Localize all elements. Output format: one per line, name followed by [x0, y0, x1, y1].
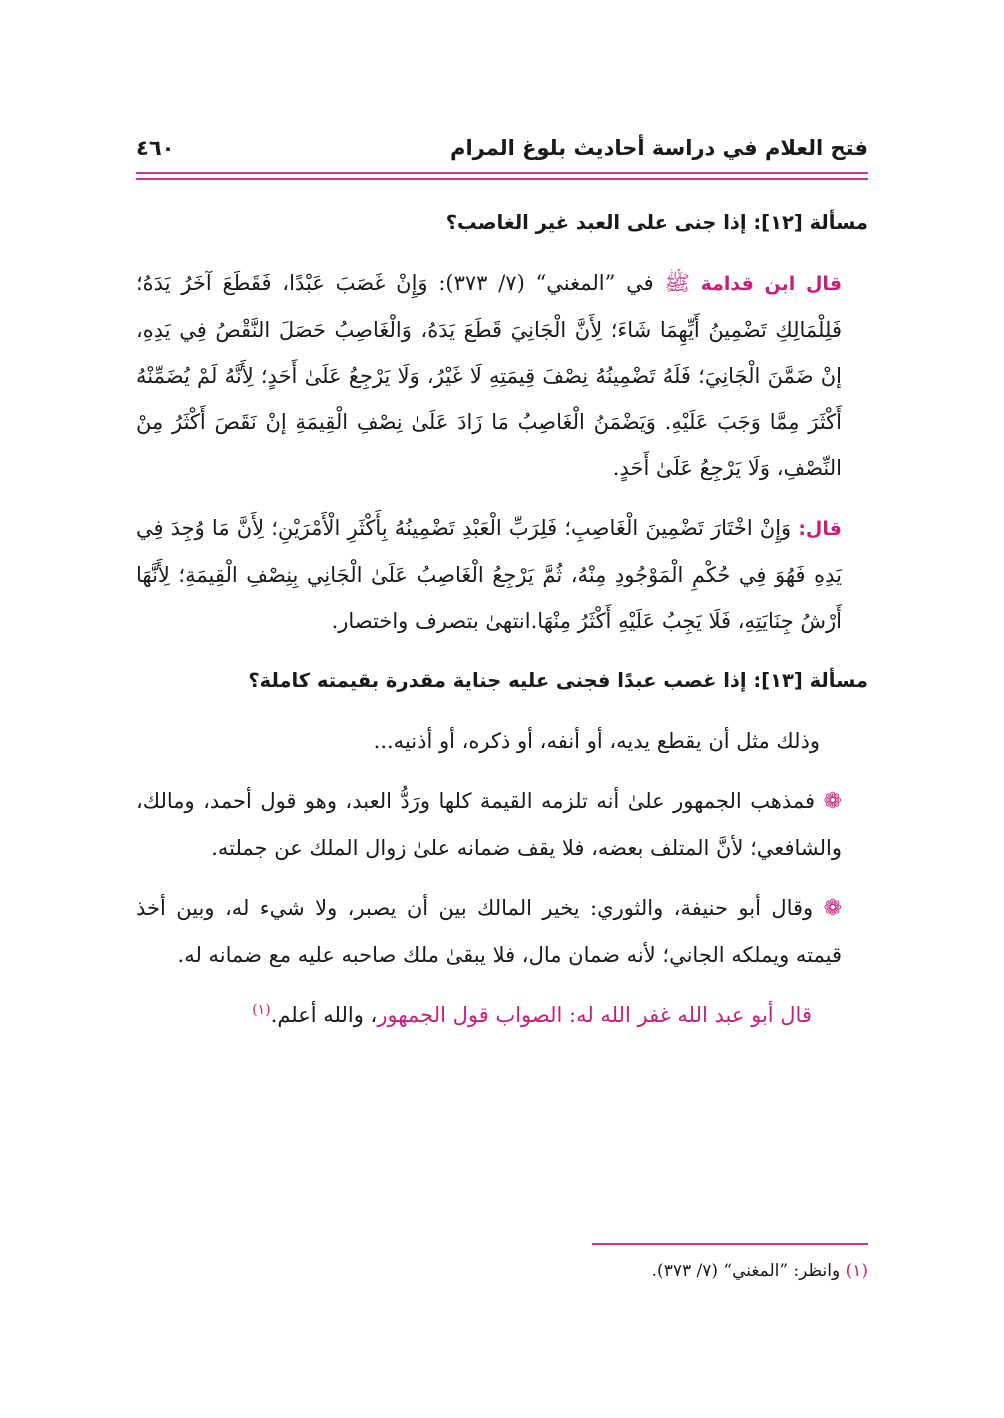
header-title: فتح العلام في دراسة أحاديث بلوغ المرام [450, 136, 868, 160]
quote-suffix: انتهىٰ بتصرف واختصار. [331, 609, 531, 633]
main-text [136, 200, 868, 1052]
issue-13-heading [136, 658, 868, 704]
closing-tail: ، والله أعلم. [270, 1003, 378, 1027]
footnote-marker: (١) [845, 1261, 868, 1281]
footnote-rule [592, 1243, 868, 1245]
issue-12-heading [136, 200, 868, 246]
flower-icon: ❁ [823, 896, 842, 921]
bullet-text: وقال أبو حنيفة، والثوري: يخير المالك بين أن يصبر، ولا شيء له، وبين أخذ قيمته ويملكه الجاني؛ لأنه ضمان مال، فلا يبقىٰ ملك صاحبه عليه مع ضمانه له. [136, 896, 842, 967]
footnote-reference[interactable]: (١) [252, 1002, 271, 1018]
quote-paragraph-2 [136, 505, 868, 644]
bullet-paragraph-1 [136, 778, 868, 871]
author-label: قال أبو عبد الله غفر الله له: [569, 1003, 812, 1027]
header-rule-thin [136, 178, 868, 180]
running-header [136, 128, 868, 168]
speaker-label: قال ابن قدامة [700, 273, 843, 295]
honorific: ﷺ [664, 271, 701, 295]
speaker-label: قال: [798, 518, 842, 540]
footnote [136, 1258, 868, 1284]
issue-question: إذا غصب عبدًا فجنى عليه جناية مقدرة بقيمته كاملة؟ [248, 669, 754, 692]
quote-text: وَإِنْ اخْتَارَ تَضْمِينَ الْغَاصِبِ؛ فَلِرَبِّ الْعَبْدِ تَضْمِينُهُ بِأَكْثَرِ الْأَمْرَيْنِ؛ لِأَنَّ مَا وُجِدَ فِي يَدِهِ فَهُوَ فِي حُكْمِ الْمَوْجُودِ مِنْهُ، ثُمَّ يَرْجِعُ الْغَاصِبُ عَلَىٰ الْجَانِي بِنِصْفِ الْقِيمَةِ؛ لِأَنَّهَا أَرْشُ جِنَايَتِهِ، فَلَا يَجِبُ عَلَيْهِ أَكْثَرُ مِنْهَا. [136, 516, 842, 633]
quote-paragraph-1 [136, 260, 868, 491]
issue-label: مسألة [١٣]: [753, 669, 868, 692]
header-rule [136, 172, 868, 174]
issue-question: إذا جنى على العبد غير الغاصب؟ [445, 211, 754, 234]
page-number: ٤٦٠ [136, 136, 175, 160]
bullet-text: فمذهب الجمهور علىٰ أنه تلزمه القيمة كلها ورَدُّ العبد، وهو قول أحمد، ومالك، والشافعي؛ لأنَّ المتلف بعضه، فلا يقف ضمانه علىٰ زوال الملك عن جملته. [136, 789, 842, 860]
intro-paragraph: وذلك مثل أن يقطع يديه، أو أنفه، أو ذكره، أو أذنيه... [373, 729, 820, 753]
quote-text: وَإِنْ غَصَبَ عَبْدًا، فَقَطَعَ آخَرُ يَدَهُ؛ فَلِلْمَالِكِ تَضْمِينُ أَيِّهِمَا شَاءَ؛ لِأَنَّ الْجَانِيَ قَطَعَ يَدَهُ، وَالْغَاصِبُ حَصَلَ النَّقْصُ فِي يَدِهِ، إنْ ضَمَّنَ الْجَانِيَ؛ فَلَهُ تَضْمِينُهُ نِصْفَ قِيمَتِهِ لَا غَيْرُ، وَلَا يَرْجِعُ عَلَىٰ أَحَدٍ؛ لِأَنَّهُ لَمْ يُضَمِّنْهُ أَكْثَرَ مِمَّا وَجَبَ عَلَيْهِ. وَيَضْمَنُ الْغَاصِبُ مَا زَادَ عَلَىٰ نِصْفِ الْقِيمَةِ إنْ نَقَصَ أَكْثَرُ مِنْ النِّصْفِ، وَلَا يَرْجِعُ عَلَىٰ أَحَدٍ. [136, 271, 842, 480]
flower-icon: ❁ [823, 789, 842, 814]
verdict: الصواب قول الجمهور [377, 1003, 570, 1027]
closing-paragraph [136, 992, 868, 1038]
citation: في ”المغني“ (٧/ ٣٧٣): [427, 271, 665, 295]
footnote-text: وانظر: ”المغني“ (٧/ ٣٧٣). [651, 1261, 846, 1281]
bullet-paragraph-2 [136, 885, 868, 978]
issue-label: مسألة [١٢]: [753, 211, 868, 234]
